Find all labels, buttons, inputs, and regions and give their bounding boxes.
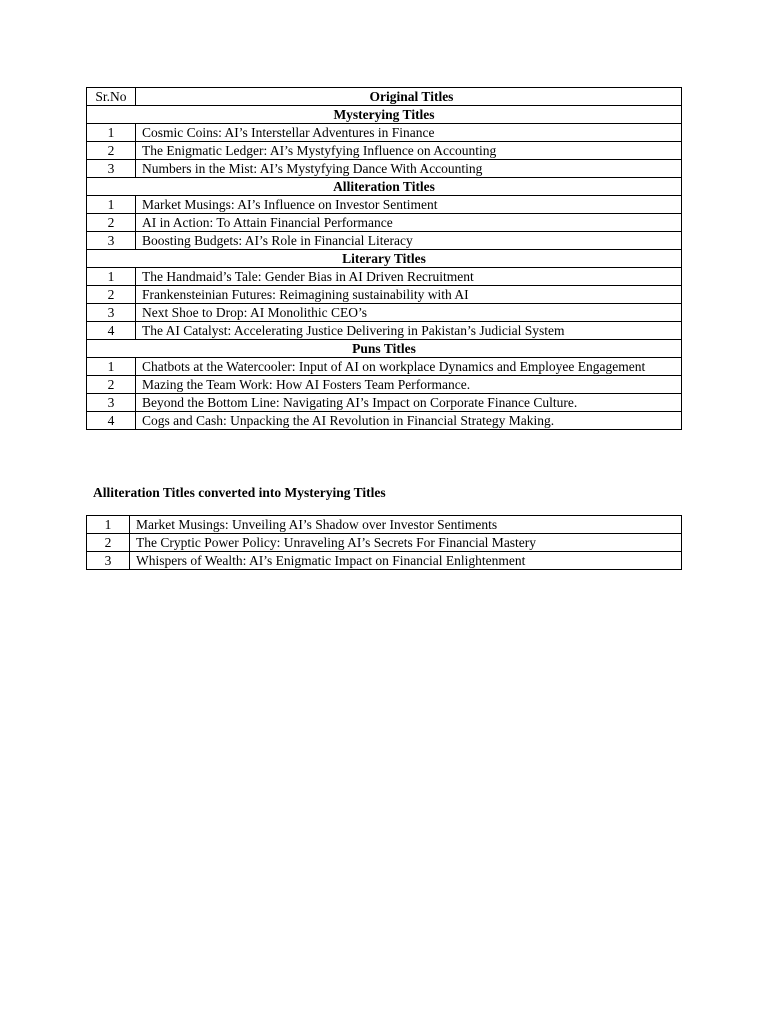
original-titles-header: Original Titles — [136, 88, 682, 106]
table-row — [87, 124, 682, 142]
original-titles-table — [86, 87, 682, 430]
title-cell: Boosting Budgets: AI’s Role in Financial Literacy — [136, 232, 682, 250]
table-row — [87, 160, 682, 178]
section-heading-row — [87, 340, 682, 358]
title-cell: Beyond the Bottom Line: Navigating AI’s Impact on Corporate Finance Culture. — [136, 394, 682, 412]
table-header-row — [87, 88, 682, 106]
table-row — [87, 516, 682, 534]
section-heading-row — [87, 178, 682, 196]
title-cell: Market Musings: AI’s Influence on Investor Sentiment — [136, 196, 682, 214]
section-heading-row — [87, 250, 682, 268]
title-cell: Chatbots at the Watercooler: Input of AI on workplace Dynamics and Employee Engagement — [136, 358, 682, 376]
table-row — [87, 232, 682, 250]
serial-number-cell: 4 — [87, 322, 136, 340]
serial-number-cell: 2 — [87, 534, 130, 552]
converted-titles-heading: Alliteration Titles converted into Mysterying Titles — [93, 485, 386, 500]
serial-number-cell: 2 — [87, 142, 136, 160]
serial-number-cell: 4 — [87, 412, 136, 430]
section-heading-row — [87, 106, 682, 124]
title-cell: Cogs and Cash: Unpacking the AI Revolution in Financial Strategy Making. — [136, 412, 682, 430]
serial-number-cell: 3 — [87, 232, 136, 250]
table-row — [87, 358, 682, 376]
table-row — [87, 394, 682, 412]
serial-number-cell: 1 — [87, 124, 136, 142]
serial-number-cell: 2 — [87, 214, 136, 232]
converted-titles-table — [86, 515, 682, 570]
serial-number-cell: 2 — [87, 376, 136, 394]
table-row — [87, 142, 682, 160]
serial-number-cell: 2 — [87, 286, 136, 304]
section-heading: Puns Titles — [87, 340, 682, 358]
title-cell: AI in Action: To Attain Financial Performance — [136, 214, 682, 232]
title-cell: Numbers in the Mist: AI’s Mystyfying Dance With Accounting — [136, 160, 682, 178]
title-cell: Cosmic Coins: AI’s Interstellar Adventures in Finance — [136, 124, 682, 142]
serial-number-cell: 3 — [87, 160, 136, 178]
table-row — [87, 304, 682, 322]
serial-number-cell: 3 — [87, 552, 130, 570]
original-titles-body — [87, 106, 682, 430]
serial-number-cell: 1 — [87, 516, 130, 534]
serial-number-cell: 1 — [87, 268, 136, 286]
serial-number-header: Sr.No — [87, 88, 136, 106]
title-cell: Whispers of Wealth: AI’s Enigmatic Impact on Financial Enlightenment — [130, 552, 682, 570]
table-row — [87, 534, 682, 552]
title-cell: Market Musings: Unveiling AI’s Shadow over Investor Sentiments — [130, 516, 682, 534]
table-row — [87, 268, 682, 286]
title-cell: The Cryptic Power Policy: Unraveling AI’s Secrets For Financial Mastery — [130, 534, 682, 552]
section-heading: Alliteration Titles — [87, 178, 682, 196]
serial-number-cell: 3 — [87, 394, 136, 412]
table-row — [87, 412, 682, 430]
title-cell: The Enigmatic Ledger: AI’s Mystyfying Influence on Accounting — [136, 142, 682, 160]
table-row — [87, 376, 682, 394]
table-row — [87, 214, 682, 232]
section-heading: Mysterying Titles — [87, 106, 682, 124]
title-cell: Next Shoe to Drop: AI Monolithic CEO’s — [136, 304, 682, 322]
table-row — [87, 322, 682, 340]
section-heading: Literary Titles — [87, 250, 682, 268]
title-cell: Mazing the Team Work: How AI Fosters Team Performance. — [136, 376, 682, 394]
table-row — [87, 286, 682, 304]
table-row — [87, 196, 682, 214]
serial-number-cell: 1 — [87, 358, 136, 376]
converted-titles-body — [87, 516, 682, 570]
title-cell: The Handmaid’s Tale: Gender Bias in AI Driven Recruitment — [136, 268, 682, 286]
table-row — [87, 552, 682, 570]
title-cell: The AI Catalyst: Accelerating Justice Delivering in Pakistan’s Judicial System — [136, 322, 682, 340]
serial-number-cell: 3 — [87, 304, 136, 322]
title-cell: Frankensteinian Futures: Reimagining sustainability with AI — [136, 286, 682, 304]
serial-number-cell: 1 — [87, 196, 136, 214]
